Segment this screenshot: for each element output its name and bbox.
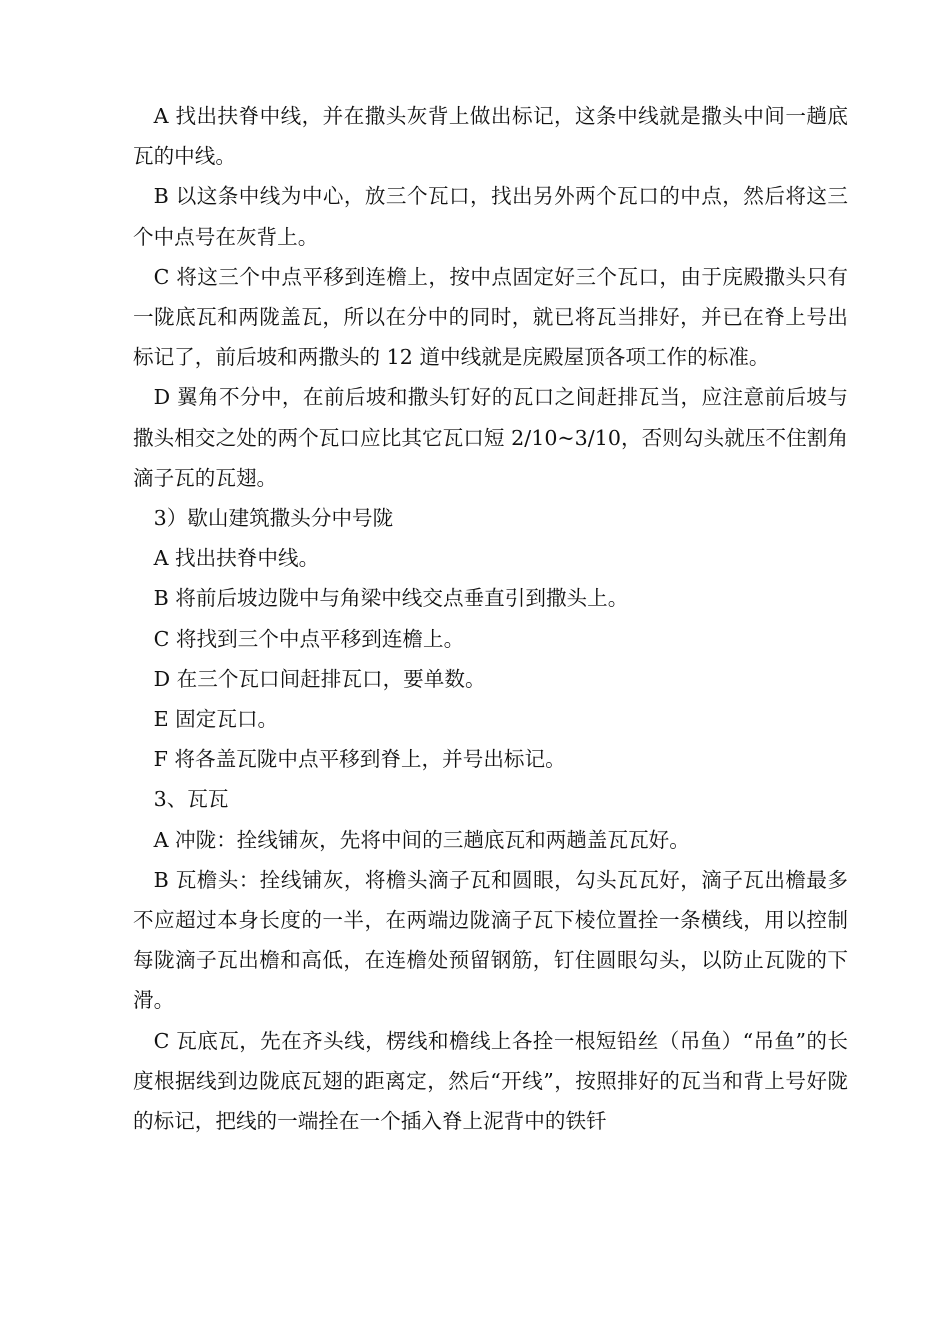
section-heading-tiling: 3、瓦瓦 <box>153 787 229 812</box>
paragraph-step-d-corner-arrangement: D 翼角不分中，在前后坡和撒头钉好的瓦口之间赶排瓦当，应注意前后坡与撒头相交之处的两个瓦口应比其它瓦口短 2/10~3/10，否则勾头就压不住割角滴子瓦的瓦翅。 <box>133 385 848 490</box>
paragraph-b-eave-tiles: B 瓦檐头：拴线铺灰，将檐头滴子瓦和圆眼，勾头瓦瓦好，滴子瓦出檐最多不应超过本身长度的一半，在两端边陇滴子瓦下棱位置拴一条横线，用以控制每陇滴子瓦出檐和高低，在连檐处预留钢筋，钉住圆眼勾头，以防止瓦陇的下滑。 <box>133 867 848 1013</box>
list-item-c: C 将找到三个中点平移到连檐上。 <box>153 626 465 651</box>
paragraph-step-c-move-to-eave-board: C 将这三个中点平移到连檐上，按中点固定好三个瓦口，由于庑殿撒头只有一陇底瓦和两陇盖瓦，所以在分中的同时，就已将瓦当排好，并已在脊上号出标记了，前后坡和两撒头的 12 道中线就是庑殿屋顶各项工作的标准。 <box>133 264 848 370</box>
list-item-a: A 找出扶脊中线。 <box>153 546 320 571</box>
paragraph-a-chong-long: A 冲陇：拴线铺灰，先将中间的三趟底瓦和两趟盖瓦瓦好。 <box>153 827 690 852</box>
list-item-e: E 固定瓦口。 <box>153 707 279 732</box>
list-item-d: D 在三个瓦口间赶排瓦口，要单数。 <box>153 666 486 691</box>
paragraph-step-b-three-tile-openings: B 以这条中线为中心，放三个瓦口，找出另外两个瓦口的中点，然后将这三个中点号在灰背上。 <box>133 184 848 249</box>
subheading-xieshan-centering: 3）歇山建筑撒头分中号陇 <box>153 506 394 531</box>
paragraph-c-bottom-tiles: C 瓦底瓦，先在齐头线，楞线和檐线上各拴一根短铅丝（吊鱼）“吊鱼”的长度根据线到边陇底瓦翅的距离定，然后“开线”，按照排好的瓦当和背上号好陇的标记，把线的一端拴在一个插入脊上泥背中的铁钎 <box>133 1028 848 1134</box>
list-item-f: F 将各盖瓦陇中点平移到脊上，并号出标记。 <box>153 747 566 772</box>
list-item-b: B 将前后坡边陇中与角梁中线交点垂直引到撒头上。 <box>153 586 629 611</box>
paragraph-step-a-ridge-centerline: A 找出扶脊中线，并在撒头灰背上做出标记，这条中线就是撒头中间一趟底瓦的中线。 <box>133 104 848 169</box>
body-text <box>133 96 848 1141</box>
